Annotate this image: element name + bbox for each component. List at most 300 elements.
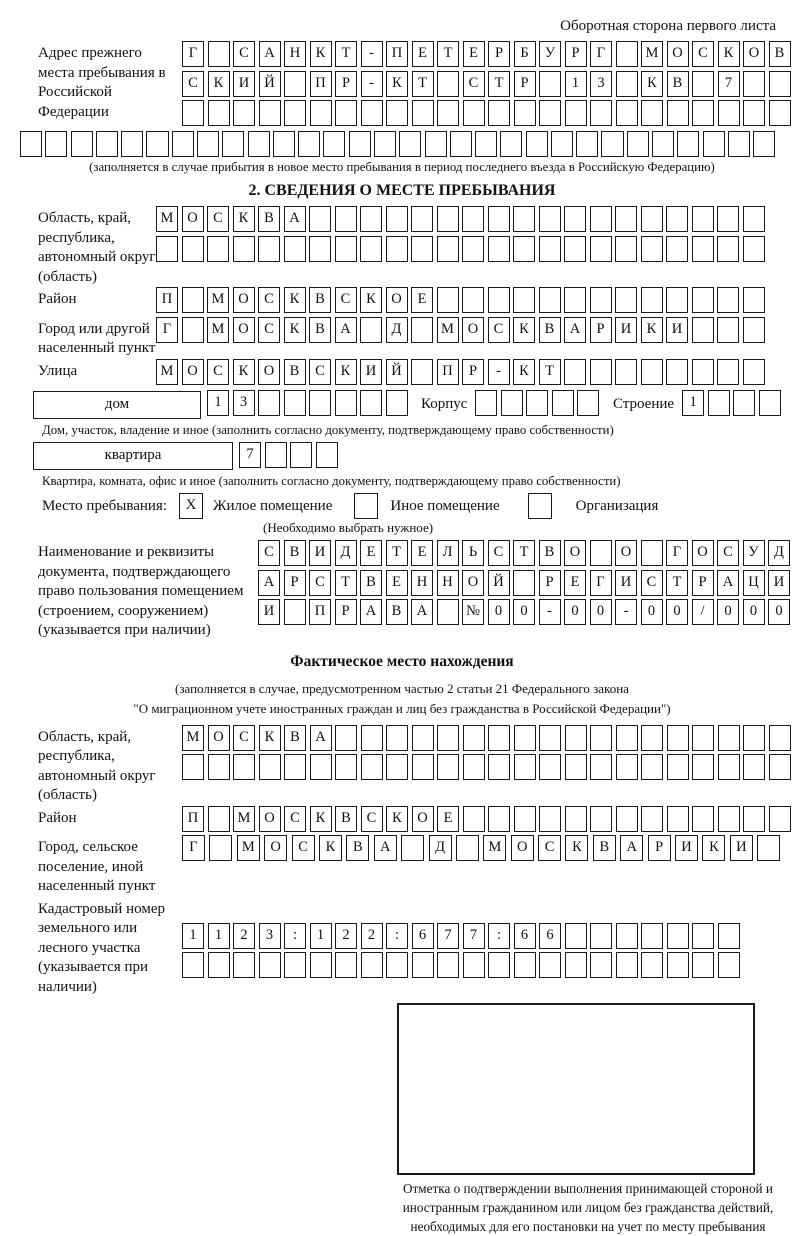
char-box xyxy=(265,442,287,468)
char-box xyxy=(565,806,587,832)
char-box xyxy=(462,236,484,262)
field-document xyxy=(20,540,784,641)
char-box: Т xyxy=(335,570,357,596)
char-box xyxy=(259,952,281,978)
option-other-premises-label: Иное помещение xyxy=(390,497,500,514)
char-box xyxy=(759,390,781,416)
char-box-row xyxy=(182,41,794,67)
char-box: Й xyxy=(386,359,408,385)
char-box: А xyxy=(564,317,586,343)
house-caption: Дом, участок, владение и иное (заполнить согласно документу, подтверждающему право собственности) xyxy=(42,422,614,437)
char-box xyxy=(769,725,791,751)
char-box: К xyxy=(513,359,535,385)
char-box: О xyxy=(208,725,230,751)
char-box: В xyxy=(593,835,616,861)
char-box xyxy=(717,206,739,232)
char-box: К xyxy=(360,287,382,313)
char-box: Л xyxy=(437,540,459,566)
char-box xyxy=(284,390,306,416)
char-box xyxy=(703,131,725,157)
char-box: 0 xyxy=(564,599,586,625)
char-box xyxy=(753,131,775,157)
char-box: Г xyxy=(590,570,612,596)
char-box xyxy=(692,71,714,97)
char-box xyxy=(590,952,612,978)
char-box xyxy=(208,952,230,978)
char-box xyxy=(667,806,689,832)
char-box xyxy=(488,806,510,832)
char-box: 6 xyxy=(514,923,536,949)
char-box xyxy=(513,287,535,313)
char-box xyxy=(743,236,765,262)
char-box xyxy=(743,287,765,313)
char-box xyxy=(335,206,357,232)
char-box-row xyxy=(182,835,785,861)
char-box xyxy=(284,952,306,978)
char-box xyxy=(717,236,739,262)
char-box: В xyxy=(539,317,561,343)
char-box xyxy=(309,206,331,232)
char-box: В xyxy=(284,540,306,566)
char-box xyxy=(361,100,383,126)
stay-type-note: (Необходимо выбрать нужное) xyxy=(263,520,434,535)
prev-address-label: Адрес прежнего места пребывания в Российской Федерации xyxy=(38,45,166,120)
char-box: 0 xyxy=(641,599,663,625)
field-actual-district xyxy=(20,806,784,836)
char-box: Е xyxy=(411,287,433,313)
char-box: С xyxy=(292,835,315,861)
section2-heading: 2. СВЕДЕНИЯ О МЕСТЕ ПРЕБЫВАНИЯ xyxy=(248,182,556,199)
char-box xyxy=(692,317,714,343)
char-box: М xyxy=(207,287,229,313)
char-box: 0 xyxy=(666,599,688,625)
char-box xyxy=(450,131,472,157)
char-box: В xyxy=(386,599,408,625)
char-box: О xyxy=(462,570,484,596)
char-box xyxy=(616,725,638,751)
char-box xyxy=(552,390,574,416)
char-box: К xyxy=(386,71,408,97)
char-box xyxy=(590,754,612,780)
char-box xyxy=(309,236,331,262)
char-box xyxy=(514,100,536,126)
char-box xyxy=(769,754,791,780)
char-box xyxy=(437,754,459,780)
char-box: 1 xyxy=(208,923,230,949)
char-box: С xyxy=(233,725,255,751)
char-box xyxy=(667,952,689,978)
char-box: В xyxy=(258,206,280,232)
char-box xyxy=(412,754,434,780)
char-box: - xyxy=(361,71,383,97)
char-box: Т xyxy=(335,41,357,67)
char-box xyxy=(564,359,586,385)
char-box xyxy=(258,236,280,262)
char-box xyxy=(616,952,638,978)
char-box xyxy=(335,390,357,416)
actual-location-heading: Фактическое место нахождения xyxy=(290,652,514,670)
char-box xyxy=(564,236,586,262)
char-box: Т xyxy=(386,540,408,566)
char-box: А xyxy=(717,570,739,596)
char-box: С xyxy=(309,570,331,596)
char-box: - xyxy=(539,599,561,625)
char-box: О xyxy=(743,41,765,67)
char-box xyxy=(514,806,536,832)
char-box: О xyxy=(564,540,586,566)
char-box: М xyxy=(233,806,255,832)
char-box: А xyxy=(284,206,306,232)
char-box xyxy=(743,100,765,126)
char-box xyxy=(475,131,497,157)
char-box xyxy=(208,41,230,67)
char-box xyxy=(590,540,612,566)
char-box xyxy=(284,236,306,262)
char-box xyxy=(667,725,689,751)
char-box xyxy=(197,131,219,157)
char-box xyxy=(743,754,765,780)
char-box xyxy=(475,390,497,416)
char-box xyxy=(539,725,561,751)
char-box: С xyxy=(361,806,383,832)
char-box-row xyxy=(182,923,743,949)
house-named-box: дом xyxy=(33,391,201,419)
char-box xyxy=(488,725,510,751)
char-box: И xyxy=(258,599,280,625)
char-box xyxy=(500,131,522,157)
char-box xyxy=(615,287,637,313)
char-box: У xyxy=(743,540,765,566)
char-box: - xyxy=(615,599,637,625)
char-box: : xyxy=(386,923,408,949)
char-box xyxy=(335,952,357,978)
char-box xyxy=(361,725,383,751)
stay-type-row xyxy=(42,493,784,519)
char-box: К xyxy=(641,317,663,343)
char-box xyxy=(692,359,714,385)
char-box xyxy=(590,236,612,262)
char-box xyxy=(616,71,638,97)
stamp-box xyxy=(397,1003,755,1175)
char-box xyxy=(273,131,295,157)
char-box: Г xyxy=(666,540,688,566)
char-box: : xyxy=(284,923,306,949)
char-box: Е xyxy=(360,540,382,566)
char-box xyxy=(513,570,535,596)
char-box: В xyxy=(309,317,331,343)
char-box xyxy=(437,725,459,751)
char-box: К xyxy=(310,41,332,67)
field-prev-address xyxy=(20,41,784,130)
char-box xyxy=(284,599,306,625)
char-box xyxy=(208,100,230,126)
char-box xyxy=(20,131,42,157)
char-box xyxy=(412,725,434,751)
char-box xyxy=(539,236,561,262)
char-box xyxy=(692,806,714,832)
char-box: С xyxy=(207,359,229,385)
char-box: Т xyxy=(488,71,510,97)
char-box: В xyxy=(284,359,306,385)
char-box xyxy=(258,390,280,416)
char-box xyxy=(615,359,637,385)
char-box: С xyxy=(488,540,510,566)
char-box: А xyxy=(620,835,643,861)
char-box: В xyxy=(284,725,306,751)
char-box xyxy=(290,442,312,468)
char-box: А xyxy=(258,570,280,596)
char-box: Д xyxy=(768,540,790,566)
field-district xyxy=(20,287,784,317)
char-box xyxy=(209,835,232,861)
char-box: Р xyxy=(648,835,671,861)
char-box-row xyxy=(258,540,794,566)
char-box: Г xyxy=(156,317,178,343)
char-box xyxy=(666,206,688,232)
char-box xyxy=(565,725,587,751)
char-box: В xyxy=(346,835,369,861)
char-box xyxy=(45,131,67,157)
char-box xyxy=(513,236,535,262)
char-box xyxy=(259,754,281,780)
char-box: 6 xyxy=(539,923,561,949)
char-box xyxy=(565,952,587,978)
char-box xyxy=(182,236,204,262)
char-box: В xyxy=(667,71,689,97)
char-box: К xyxy=(386,806,408,832)
stroenie-label: Строение xyxy=(612,396,675,413)
page-side-note: Оборотная сторона первого листа xyxy=(560,18,776,34)
char-box xyxy=(590,725,612,751)
char-box xyxy=(233,236,255,262)
char-box: Т xyxy=(513,540,535,566)
char-box: К xyxy=(310,806,332,832)
char-box xyxy=(182,100,204,126)
char-box: О xyxy=(386,287,408,313)
char-box xyxy=(718,806,740,832)
prev-address-rows xyxy=(182,41,794,130)
char-box: Т xyxy=(666,570,688,596)
field-cadastre xyxy=(20,897,784,998)
actual-note-line1: (заполняется в случае, предусмотренном частью 2 статьи 21 Федерального закона xyxy=(175,680,629,696)
char-box xyxy=(374,131,396,157)
char-box: 0 xyxy=(488,599,510,625)
char-box-row xyxy=(182,754,794,780)
char-box: И xyxy=(233,71,255,97)
char-box: Е xyxy=(564,570,586,596)
char-box xyxy=(539,206,561,232)
char-box xyxy=(386,754,408,780)
char-box: О xyxy=(412,806,434,832)
char-box: 2 xyxy=(361,923,383,949)
char-box xyxy=(412,952,434,978)
char-box: К xyxy=(233,359,255,385)
char-box xyxy=(399,131,421,157)
char-box xyxy=(565,100,587,126)
char-box xyxy=(627,131,649,157)
char-box: С xyxy=(258,287,280,313)
char-box: Е xyxy=(412,41,434,67)
char-box xyxy=(488,952,510,978)
char-box xyxy=(182,754,204,780)
house-row xyxy=(33,390,784,420)
char-box xyxy=(437,599,459,625)
char-box xyxy=(717,287,739,313)
char-box xyxy=(361,952,383,978)
char-box: Р xyxy=(565,41,587,67)
char-box xyxy=(692,725,714,751)
region-rows xyxy=(156,206,768,265)
char-box: Т xyxy=(437,41,459,67)
option-residential-label: Жилое помещение xyxy=(213,497,333,514)
char-box xyxy=(616,41,638,67)
char-box xyxy=(615,206,637,232)
char-box: С xyxy=(309,359,331,385)
char-box: К xyxy=(284,287,306,313)
stay-type-label: Место пребывания: xyxy=(42,497,167,514)
char-box: Р xyxy=(488,41,510,67)
char-box: К xyxy=(641,71,663,97)
char-box xyxy=(401,835,424,861)
char-box xyxy=(437,287,459,313)
char-box xyxy=(437,206,459,232)
char-box: № xyxy=(462,599,484,625)
char-box: О xyxy=(259,806,281,832)
char-box xyxy=(437,71,459,97)
char-box xyxy=(743,71,765,97)
char-box xyxy=(641,287,663,313)
char-box xyxy=(310,952,332,978)
char-box: О xyxy=(615,540,637,566)
char-box: А xyxy=(310,725,332,751)
char-box xyxy=(576,131,598,157)
char-box xyxy=(641,100,663,126)
char-box: Р xyxy=(335,71,357,97)
char-box xyxy=(718,754,740,780)
char-box: А xyxy=(411,599,433,625)
char-box xyxy=(463,100,485,126)
char-box: Б xyxy=(514,41,536,67)
char-box xyxy=(463,952,485,978)
char-box xyxy=(641,725,663,751)
char-box xyxy=(667,100,689,126)
char-box: С xyxy=(335,287,357,313)
char-box: 1 xyxy=(310,923,332,949)
document-label: Наименование и реквизиты документа, подтверждающего право пользования помещением (строением, сооружением) (указывается при наличии) xyxy=(38,544,244,638)
char-box: / xyxy=(692,599,714,625)
char-box: Е xyxy=(386,570,408,596)
char-box xyxy=(463,806,485,832)
char-box: Р xyxy=(539,570,561,596)
char-box: С xyxy=(258,317,280,343)
char-box: А xyxy=(360,599,382,625)
char-box: М xyxy=(641,41,663,67)
char-box xyxy=(565,754,587,780)
char-box-row xyxy=(156,317,768,343)
char-box xyxy=(717,359,739,385)
field-city xyxy=(20,317,784,359)
char-box xyxy=(769,100,791,126)
char-box: 2 xyxy=(335,923,357,949)
char-box: А xyxy=(259,41,281,67)
char-box: 1 xyxy=(682,390,704,416)
apartment-row xyxy=(33,442,784,472)
char-box: 7 xyxy=(437,923,459,949)
char-box xyxy=(757,835,780,861)
apartment-number-boxes xyxy=(239,442,341,468)
char-box xyxy=(386,100,408,126)
char-box xyxy=(222,131,244,157)
field-region xyxy=(20,206,784,287)
char-box: К xyxy=(565,835,588,861)
char-box-row xyxy=(182,71,794,97)
char-box: И xyxy=(615,570,637,596)
field-actual-region xyxy=(20,725,784,806)
char-box xyxy=(182,317,204,343)
char-box xyxy=(743,725,765,751)
char-box: О xyxy=(233,317,255,343)
char-box xyxy=(641,359,663,385)
char-box xyxy=(298,131,320,157)
char-box: С xyxy=(641,570,663,596)
char-box xyxy=(590,100,612,126)
char-box: Д xyxy=(429,835,452,861)
char-box-row xyxy=(182,100,794,126)
char-box xyxy=(488,754,510,780)
char-box xyxy=(743,206,765,232)
char-box xyxy=(172,131,194,157)
char-box-row xyxy=(156,206,768,232)
char-box xyxy=(437,236,459,262)
char-box: О xyxy=(233,287,255,313)
char-box xyxy=(667,754,689,780)
char-box: М xyxy=(182,725,204,751)
char-box: О xyxy=(667,41,689,67)
char-box: Г xyxy=(182,41,204,67)
char-box xyxy=(233,100,255,126)
char-box xyxy=(677,131,699,157)
char-box xyxy=(692,923,714,949)
char-box xyxy=(146,131,168,157)
char-box xyxy=(411,317,433,343)
char-box: К xyxy=(208,71,230,97)
char-box: П xyxy=(309,599,331,625)
char-box: 1 xyxy=(207,390,229,416)
char-box xyxy=(718,952,740,978)
char-box: 7 xyxy=(463,923,485,949)
char-box: Р xyxy=(335,599,357,625)
char-box: И xyxy=(615,317,637,343)
char-box xyxy=(692,952,714,978)
prev-address-footnote: (заполняется в случае прибытия в новое место пребывания в период последнего въезда в Российскую Федерацию) xyxy=(89,160,715,174)
char-box xyxy=(248,131,270,157)
char-box xyxy=(284,754,306,780)
char-box xyxy=(718,100,740,126)
char-box xyxy=(564,287,586,313)
char-box: П xyxy=(437,359,459,385)
char-box xyxy=(335,725,357,751)
char-box xyxy=(717,317,739,343)
char-box xyxy=(323,131,345,157)
char-box xyxy=(121,131,143,157)
char-box xyxy=(488,206,510,232)
char-box xyxy=(335,100,357,126)
char-box xyxy=(386,206,408,232)
char-box-row xyxy=(182,806,794,832)
char-box-row xyxy=(182,725,794,751)
char-box xyxy=(641,236,663,262)
char-box: С xyxy=(692,41,714,67)
